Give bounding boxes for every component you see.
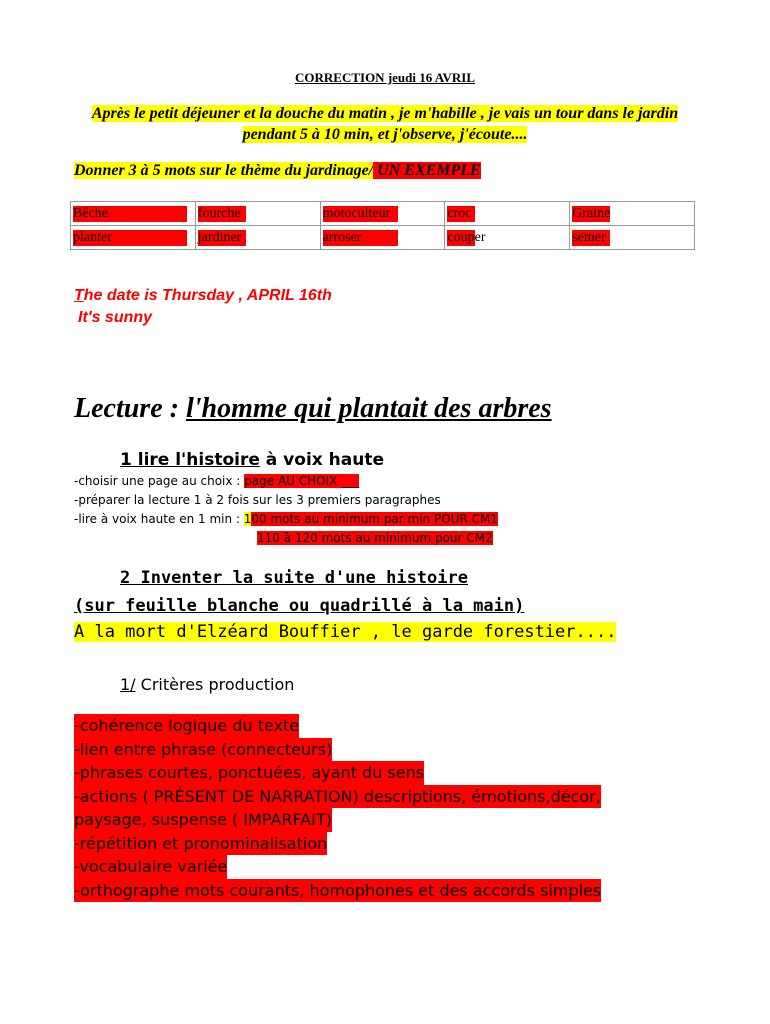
table-cell: couper [445,226,570,250]
book-title: l'homme qui plantait des arbres [185,393,552,424]
criteria-list [74,714,674,902]
invent-subheading: (sur feuille blanche ou quadrillé à la main) [74,596,525,616]
table-cell: motoculteur [320,202,445,226]
lecture-heading [74,393,552,425]
english-date-first-letter: T [74,287,84,304]
reading-heading [120,450,384,470]
table-cell: arroser [320,226,445,250]
list-item: -cohérence logique du texte [74,714,674,738]
reading-step-prepare: -préparer la lecture 1 à 2 fois sur les 3 premiers paragraphes [74,493,441,507]
reading-step-choose: -choisir une page au choix : page AU CHOIX ___ [74,474,360,488]
english-date-line [74,287,332,305]
english-date-rest: he date is Thursday , APRIL 16th [83,287,332,304]
table-cell: jardiner [195,226,320,250]
list-item: -phrases courtes, ponctuées, ayant du sens [74,761,674,785]
english-weather-line: It's sunny [78,309,153,326]
table-cell: semer [570,226,695,250]
intro-text: Après le petit déjeuner et la douche du matin , je m'habille , je vais un tour dans le jardin pendant 5 à 10 min, et j'observe, j'écoute.... [91,105,679,143]
task-text: Donner 3 à 5 mots sur le thème du jardinage/ [74,162,374,179]
list-item: -lien entre phrase (connecteurs) [74,738,674,762]
list-item: -orthographe mots courants, homophones et des accords simples [74,879,674,903]
intro-paragraph [74,103,696,145]
table-cell: planter [71,226,196,250]
reading-step-read-highlight: 00 mots au minimum par min POUR CM1 [251,512,498,526]
table-cell: fourche [195,202,320,226]
task-example-label: UN EXEMPLE [373,162,481,179]
page-title: CORRECTION jeudi 16 AVRIL [295,70,475,85]
reading-step-choose-highlight: page AU CHOIX ___ [244,474,360,488]
reading-step-cm2: 110 à 120 mots au minimum pour CM2 [257,531,493,545]
table-row [71,202,695,226]
reading-step-read: -lire à voix haute en 1 min : 100 mots au minimum par min POUR CM1 [74,512,498,526]
list-item: -vocabulaire variée [74,855,674,879]
task-instruction [74,162,481,180]
criteria-heading-num: 1/ [120,675,136,694]
table-cell: Bêche [71,202,196,226]
story-start-line: A la mort d'Elzéard Bouffier , le garde forestier.... [74,622,617,642]
table-row [71,226,695,250]
invent-heading: 2 Inventer la suite d'une histoire [120,568,468,588]
reading-step-read-yellow: 1 [243,512,252,526]
criteria-heading [120,675,294,694]
lecture-label: Lecture : [74,393,186,424]
list-item: -actions ( PRÉSENT DE NARRATION) descriptions, émotions,décor, [74,785,674,809]
reading-heading-main: 1 lire l'histoire [120,450,260,470]
list-item: paysage, suspense ( IMPARFAIT) [74,808,674,832]
table-cell: Graine [570,202,695,226]
criteria-heading-text: Critères production [135,675,295,694]
list-item: -répétition et pronominalisation [74,832,674,856]
garden-words-table [70,201,695,250]
table-cell: croc [445,202,570,226]
reading-heading-rest: à voix haute [259,450,384,470]
